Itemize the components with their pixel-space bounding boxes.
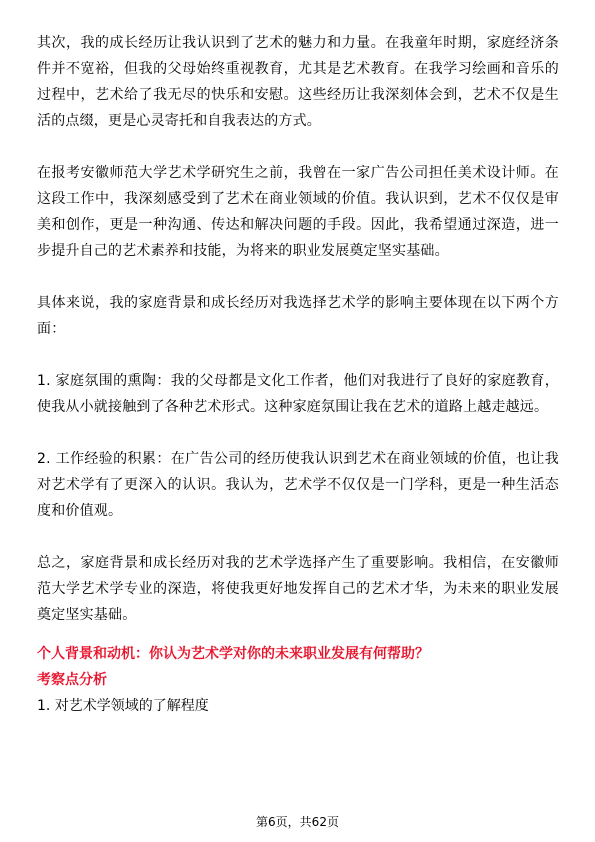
conclusion-paragraph: 总之，家庭背景和成长经历对我的艺术学选择产生了重要影响。我相信，在安徽师范大学艺术学专业的深造，将使我更好地发挥自己的艺术才华，为未来的职业发展奠定坚实基础。 xyxy=(37,555,559,623)
question-heading: 个人背景和动机：你认为艺术学对你的未来职业发展有何帮助？ xyxy=(37,646,429,662)
document-page xyxy=(37,30,559,718)
analysis-item: 1. 对艺术学领域的了解程度 xyxy=(37,698,209,714)
body-paragraph: 其次，我的成长经历让我认识到了艺术的魅力和力量。在我童年时期，家庭经济条件并不宽裕，但我的父母始终重视教育，尤其是艺术教育。在我学习绘画和音乐的过程中，艺术给了我无尽的快乐和安慰。这些经历让我深刻体会到，艺术不仅是生活的点缀，更是心灵寄托和自我表达的方式。 xyxy=(37,35,559,129)
body-paragraph: 在报考安徽师范大学艺术学研究生之前，我曾在一家广告公司担任美术设计师。在这段工作中，我深刻感受到了艺术在商业领域的价值。我认识到，艺术不仅仅是审美和创作，更是一种沟通、传达和解决问题的手段。因此，我希望通过深造，进一步提升自己的艺术素养和技能，为将来的职业发展奠定坚实基础。 xyxy=(37,165,559,259)
numbered-paragraph: 2. 工作经验的积累：在广告公司的经历使我认识到艺术在商业领域的价值，也让我对艺术学有了更深入的认识。我认为，艺术学不仅仅是一门学科，更是一种生活态度和价值观。 xyxy=(37,451,559,519)
numbered-paragraph: 1. 家庭氛围的熏陶：我的父母都是文化工作者，他们对我进行了良好的家庭教育，使我从小就接触到了各种艺术形式。这种家庭氛围让我在艺术的道路上越走越远。 xyxy=(37,373,559,415)
page-footer: 第6页，共62页 xyxy=(256,815,339,829)
body-paragraph: 具体来说，我的家庭背景和成长经历对我选择艺术学的影响主要体现在以下两个方面： xyxy=(37,295,559,337)
analysis-heading: 考察点分析 xyxy=(37,672,107,688)
